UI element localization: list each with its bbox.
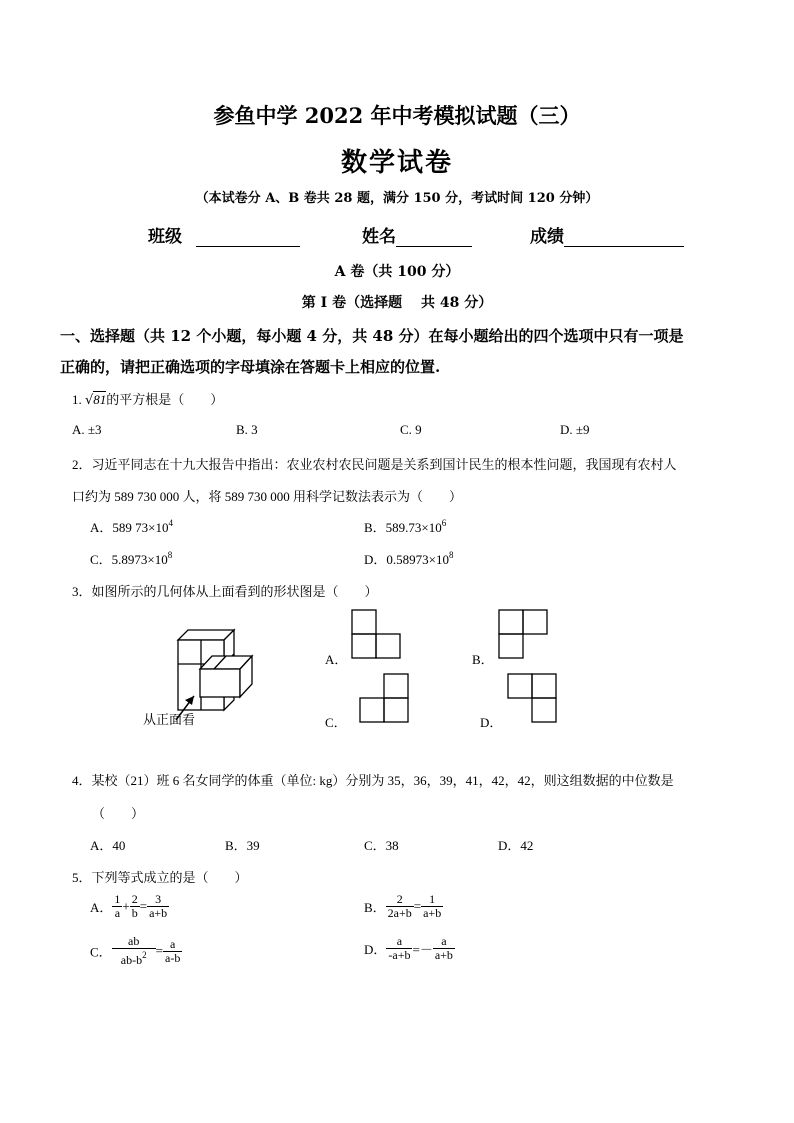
class-blank[interactable] [196, 230, 300, 247]
score-field[interactable] [530, 222, 684, 247]
section1-line2: 正确的，请把正确选项的字母填涂在答题卡上相应的位置. [60, 358, 441, 376]
exam-note: （本试卷分 A、B 卷共 28 题，满分 150 分，考试时间 120 分钟） [195, 191, 599, 206]
q1-option-c[interactable]: C. 9 [400, 422, 422, 437]
q3-label-c[interactable]: C． [325, 715, 347, 730]
q4-line1: 4．某校（21）班 6 名女同学的体重（单位: kg）分别为 35，36，39，41，42，42，则这组数据的中位数是 [72, 773, 674, 788]
figure-caption: 从正面看 [143, 713, 196, 728]
q5-stem: 5．下列等式成立的是（ ） [72, 870, 248, 885]
class-field[interactable] [148, 222, 300, 247]
section1-line1: 一、选择题（共 12 个小题，每小题 4 分，共 48 分）在每小题给出的四个选项中只有一项是 [60, 327, 684, 345]
q3-label-b[interactable]: B． [472, 652, 494, 667]
q2-option-c[interactable]: C．$5.8973\times 10^8$ [90, 550, 173, 567]
q5-option-b[interactable]: B． $\frac{2}{2a+b}$ = $\frac{1}{a+b}$ [364, 892, 442, 920]
class-label: 班级 [148, 227, 182, 247]
q3-label-d[interactable]: D． [480, 715, 503, 730]
q2-option-d[interactable]: D．$0.58973\times 10^8$ [364, 550, 454, 567]
q3-option-d-shape[interactable] [506, 672, 562, 724]
exam-subject: 数学试卷 [340, 148, 453, 178]
q5-option-c[interactable]: C． $\frac{ab}{ab-b^2}$ = $\frac{a}{a-b}$ [90, 934, 181, 967]
q1-option-a[interactable]: A. ±3 [72, 422, 102, 437]
q1-number: 1. [72, 392, 82, 407]
name-field[interactable] [362, 222, 472, 247]
name-blank[interactable] [396, 230, 472, 247]
name-label: 姓名 [362, 227, 396, 247]
q1-option-d[interactable]: D. ±9 [560, 422, 590, 437]
q1-radicand: 81 [93, 392, 107, 407]
q4-option-b[interactable]: B．39 [225, 838, 260, 853]
q4-option-c[interactable]: C．38 [364, 838, 399, 853]
q2-line1: 2．习近平同志在十九大报告中指出：农业农村农民问题是关系到国计民生的根本性问题，我国现有农村人 [72, 457, 677, 472]
q4-option-d[interactable]: D．42 [498, 838, 534, 853]
q2-option-a[interactable]: A．589 $73\times 10^4$ [90, 518, 173, 535]
q3-option-c-shape[interactable] [358, 672, 414, 724]
q4-line2: （ ） [92, 806, 145, 821]
q4-option-a[interactable]: A．40 [90, 838, 126, 853]
q3-option-b-shape[interactable] [497, 608, 553, 660]
q3-stem: 3．如图所示的几何体从上面看到的形状图是（ ） [72, 584, 378, 599]
cube-front-face [200, 669, 240, 697]
q2-line2: 口约为 589 730 000 人，将 589 730 000 用科学记数法表示为（ ） [72, 489, 463, 504]
score-label: 成绩 [530, 227, 564, 247]
q1-stem: 的平方根是（ ） [106, 392, 224, 407]
question-1 [72, 389, 223, 408]
exam-title: 参鱼中学 2022 年中考模拟试题（三） [213, 103, 581, 128]
q1-option-b[interactable]: B. 3 [236, 422, 258, 437]
score-blank[interactable] [564, 230, 684, 247]
q5-option-d[interactable]: D． $\frac{a}{-a+b}$ =－ $\frac{a}{a+b}$ [364, 934, 453, 962]
q2-option-b[interactable]: B．$589.73\times 10^6$ [364, 518, 447, 535]
q5-option-a[interactable]: A． $\frac{1}{a}$ + $\frac{2}{b}$ = $\frac{3}{a+b}$ [90, 892, 168, 920]
sqrt-icon: √ [85, 393, 94, 408]
q3-label-a[interactable]: A． [325, 652, 348, 667]
q3-option-a-shape[interactable] [350, 608, 406, 660]
part1-heading: 第 I 卷（选择题 共 48 分） [301, 295, 493, 311]
volume-a-heading: A 卷（共 100 分） [334, 264, 460, 280]
